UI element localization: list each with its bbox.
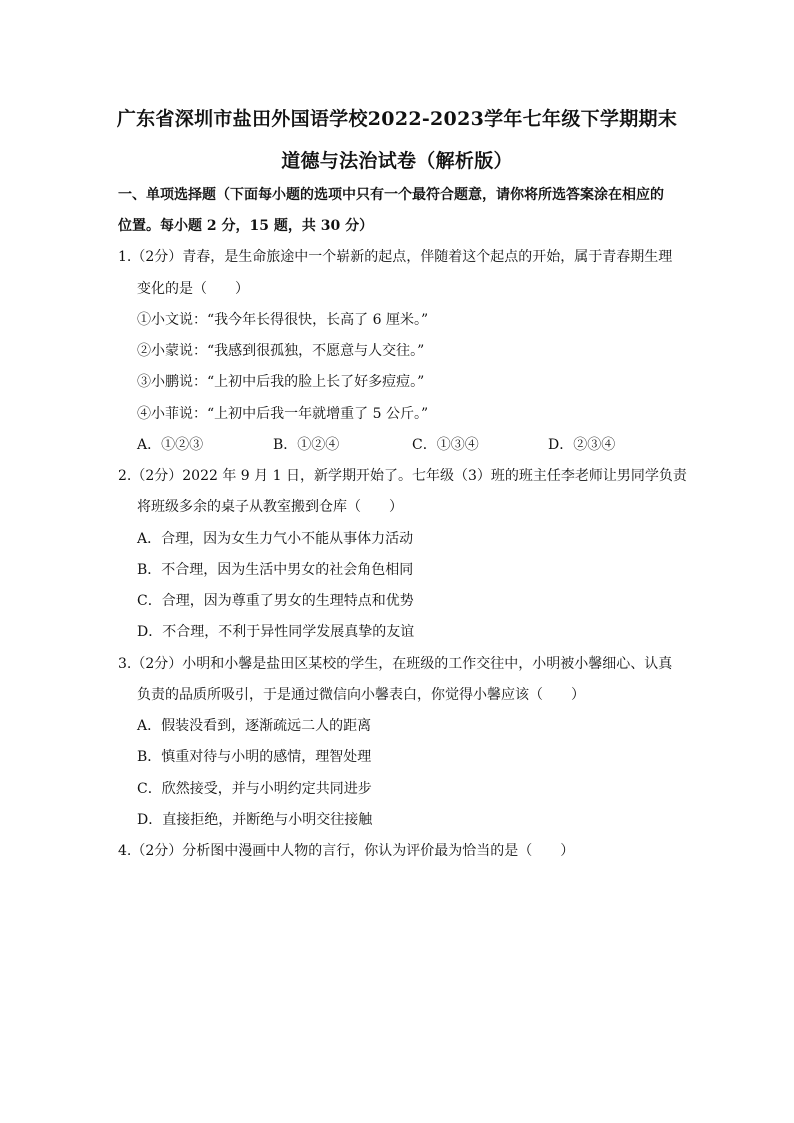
section-heading-line-2: 位置。每小题 2 分，15 题，共 30 分） [118, 218, 374, 234]
q2-option-d[interactable]: D．不合理，不利于异性同学发展真挚的友谊 [137, 624, 415, 640]
q1-statement-3: ③小鹏说：“上初中后我的脸上长了好多痘痘。” [137, 374, 425, 390]
q2-stem-line-1: 2.（2分）2022 年 9 月 1 日，新学期开始了。七年级（3）班的班主任李老师让男同学负责 [118, 468, 687, 484]
q3-stem-line-1: 3.（2分）小明和小馨是盐田区某校的学生，在班级的工作交往中，小明被小馨细心、认真 [118, 656, 673, 672]
q3-option-c[interactable]: C．欣然接受，并与小明约定共同进步 [137, 781, 372, 797]
q4-stem-line-1: 4.（2分）分析图中漫画中人物的言行，你认为评价最为恰当的是（ ） [118, 843, 575, 859]
q1-statement-2: ②小蒙说：“我感到很孤独，不愿意与人交往。” [137, 343, 425, 359]
exam-title-line-1: 广东省深圳市盐田外国语学校2022-2023学年七年级下学期期末 [116, 108, 678, 130]
q2-stem-line-2: 将班级多余的桌子从教室搬到仓库（ ） [137, 499, 403, 515]
q3-option-b[interactable]: B．慎重对待与小明的感情，理智处理 [137, 749, 372, 765]
q1-option-c[interactable]: C．①③④ [412, 437, 479, 453]
q2-option-c[interactable]: C．合理，因为尊重了男女的生理特点和优势 [137, 593, 414, 609]
q1-option-d[interactable]: D．②③④ [548, 437, 616, 453]
q2-option-a[interactable]: A．合理，因为女生力气小不能从事体力活动 [137, 531, 414, 547]
q1-statement-1: ①小文说：“我今年长得很快，长高了 6 厘米。” [137, 312, 429, 328]
q1-option-b[interactable]: B．①②④ [273, 437, 340, 453]
q1-statement-4: ④小菲说：“上初中后我一年就增重了 5 公斤。” [137, 406, 429, 422]
q1-stem-line-1: 1.（2分）青春，是生命旅途中一个崭新的起点，伴随着这个起点的开始，属于青春期生理 [118, 249, 673, 265]
q3-option-a[interactable]: A．假装没看到，逐渐疏远二人的距离 [137, 718, 372, 734]
q1-option-a[interactable]: A．①②③ [137, 437, 204, 453]
exam-title-line-2: 道德与法治试卷（解析版） [281, 150, 513, 172]
section-heading-line-1: 一、单项选择题（下面每小题的选项中只有一个最符合题意，请你将所选答案涂在相应的 [118, 187, 664, 203]
q1-stem-line-2: 变化的是（ ） [137, 281, 249, 297]
q3-stem-line-2: 负责的品质所吸引，于是通过微信向小馨表白，你觉得小馨应该（ ） [137, 687, 585, 703]
q2-option-b[interactable]: B．不合理，因为生活中男女的社会角色相同 [137, 562, 414, 578]
q3-option-d[interactable]: D．直接拒绝，并断绝与小明交往接触 [137, 812, 373, 828]
